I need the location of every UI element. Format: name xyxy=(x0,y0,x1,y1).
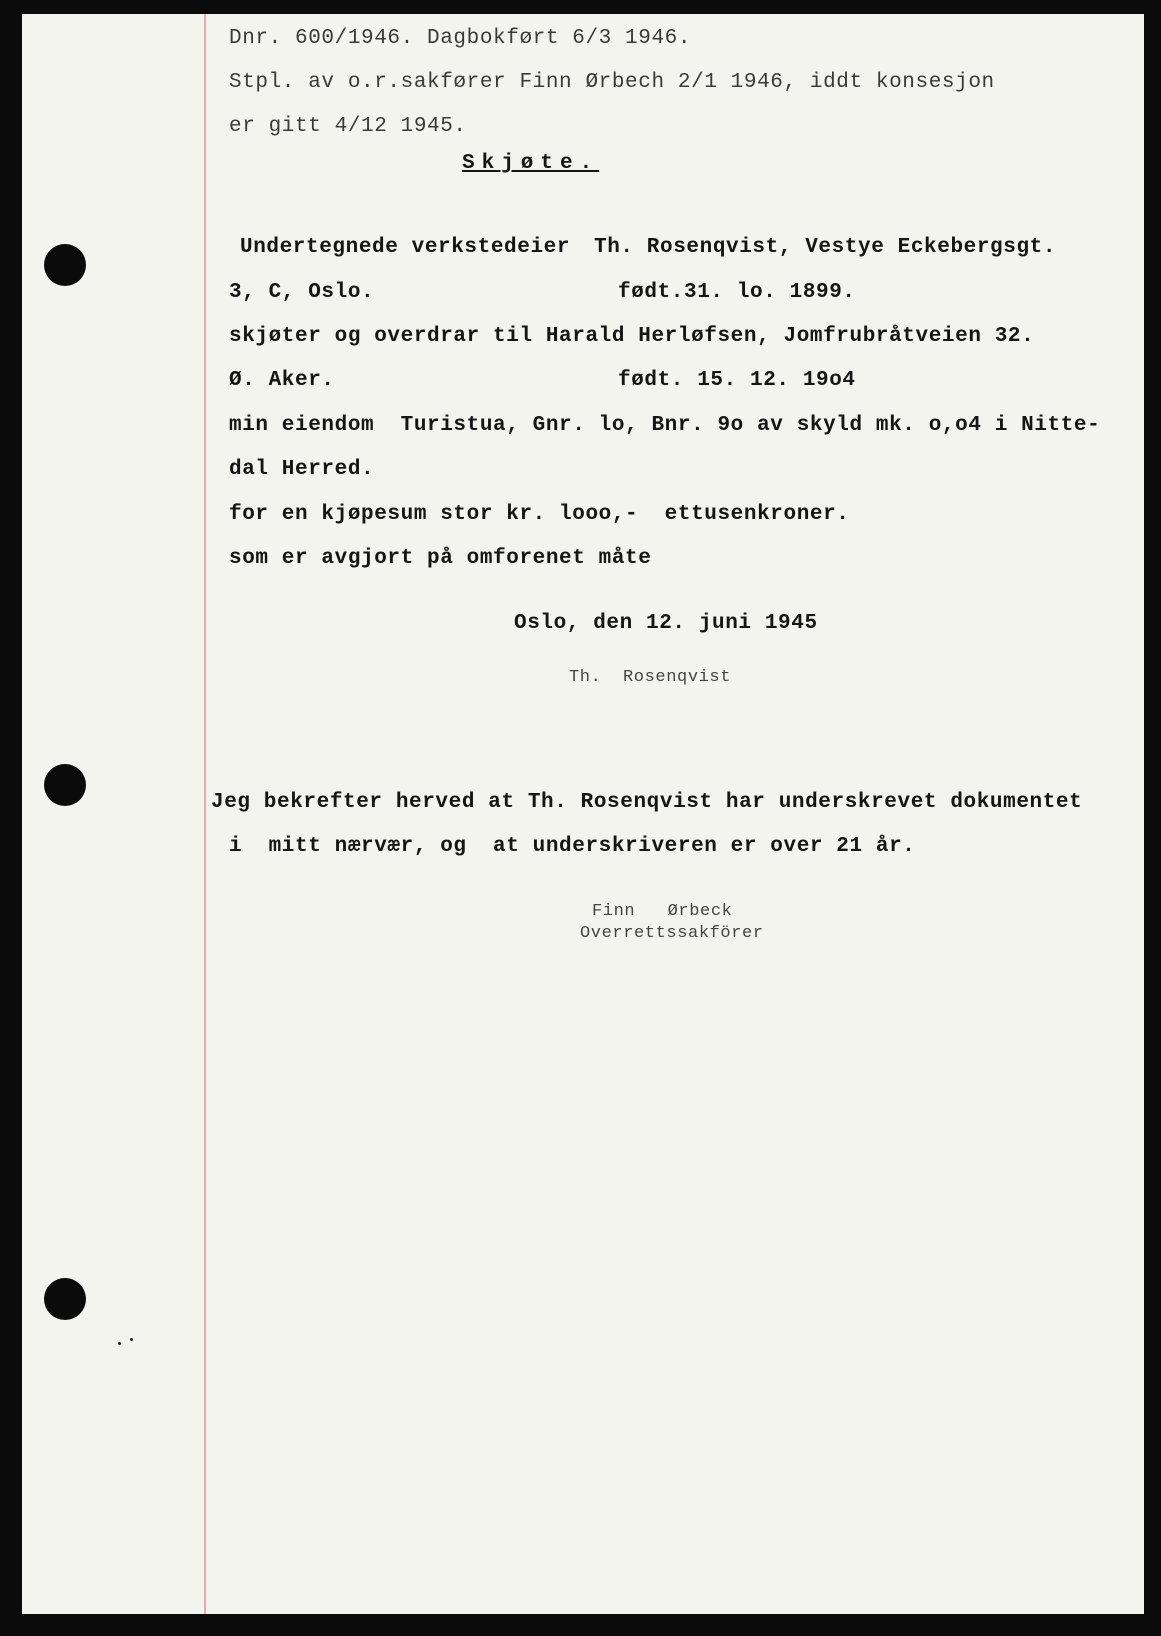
body-line: født.31. lo. 1899. xyxy=(618,281,856,304)
speck-mark xyxy=(118,1342,121,1345)
seller-signature: Th. Rosenqvist xyxy=(569,668,732,687)
body-line: min eiendom Turistua, Gnr. lo, Bnr. 9o av skyld mk. o,o4 i Nitte- xyxy=(229,414,1101,437)
body-line: 3, C, Oslo. xyxy=(229,281,375,304)
concession-line: er gitt 4/12 1945. xyxy=(229,115,467,138)
attestation-line: Jeg bekrefter herved at Th. Rosenqvist har underskrevet dokumentet xyxy=(211,791,1083,814)
body-line: som er avgjort på omforenet måte xyxy=(229,547,652,570)
punch-hole xyxy=(44,764,86,806)
body-line: dal Herred. xyxy=(229,458,375,481)
body-line: for en kjøpesum stor kr. looo,- ettusenkroner. xyxy=(229,503,850,526)
attestation-line: i mitt nærvær, og at underskriveren er over 21 år. xyxy=(229,835,916,858)
witness-name: Finn Ørbeck xyxy=(592,902,733,921)
witness-title: Overrettssakförer xyxy=(580,924,764,943)
body-line: Th. Rosenqvist, Vestye Eckebergsgt. xyxy=(594,236,1057,259)
place-date: Oslo, den 12. juni 1945 xyxy=(514,612,818,635)
margin-line xyxy=(204,14,206,1614)
speck-mark xyxy=(130,1338,133,1341)
body-line: Ø. Aker. xyxy=(229,369,335,392)
body-line: født. 15. 12. 19o4 xyxy=(618,369,856,392)
punch-hole xyxy=(44,1278,86,1320)
punch-hole xyxy=(44,244,86,286)
registry-line: Dnr. 600/1946. Dagbokført 6/3 1946. xyxy=(229,27,692,50)
body-line: Undertegnede verkstedeier xyxy=(240,236,571,259)
body-line: skjøter og overdrar til Harald Herløfsen, Jomfrubråtveien 32. xyxy=(229,325,1035,348)
document-page xyxy=(22,14,1144,1614)
stamp-line: Stpl. av o.r.sakfører Finn Ørbech 2/1 1946, iddt konsesjon xyxy=(229,71,995,94)
document-title: Skjøte. xyxy=(462,152,600,175)
